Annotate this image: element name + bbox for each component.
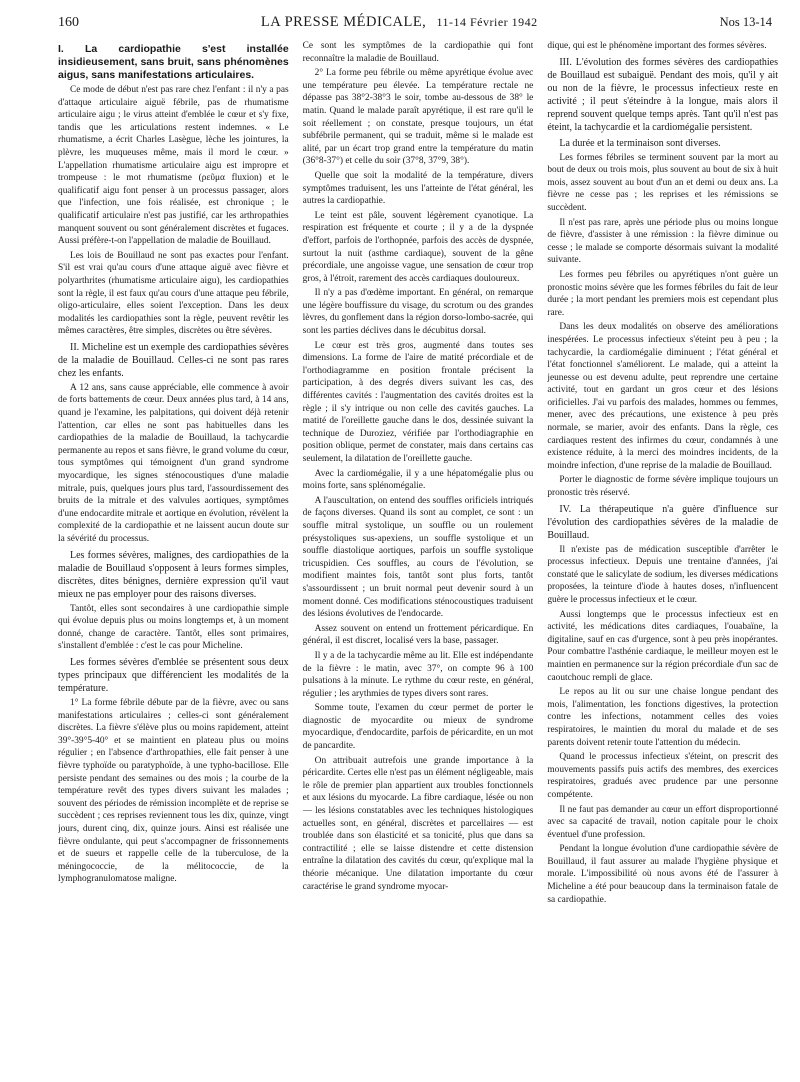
paragraph: Il n'y a pas d'œdème important. En général, on remarque une légère bouffissure du visage, du scrotum ou des grandes lèvres, du gonflement dans la région dorso-lombo-sacrée, qui sont les parties déclives dans le décubitus dorsal. — [302, 288, 534, 337]
paragraph: Ce sont les symptômes de la cardiopathie qui font reconnaître la maladie de Bouillaud. — [302, 41, 534, 64]
section-heading: Les formes sévères d'emblée se présentent sous deux types principaux que différencient les modalités de la température. — [58, 656, 289, 694]
paragraph: Les lois de Bouillaud ne sont pas exactes pour l'enfant. S'il est vrai qu'au cours d'une attaque aiguë avec fièvre et polyarthrites (rhumatisme articulaire aigu), les cardiopathies sont la règle, il est faux qu'au cours d'une attaque peu fébrile, oligo-articulaire, elles soient l'exception. Dans les deux modalités les cardiopathies sont la règle, peuvent revêtir les mêmes caractères, être simples, discrètes ou être sévères. — [58, 250, 289, 337]
page-number: 160 — [58, 15, 79, 30]
paragraph: Aussi longtemps que le processus infectieux est en activité, les médications dites cardiaques, l'ouabaïne, la digitaline, sauf en cas d'urgence, sont à peu près inopérantes. Pour combattre l'asthénie cardiaque, le meilleur moyen est le maintien en permanence sur la région précordiale d'un sac de caoutchouc rempli de glace. — [547, 609, 779, 683]
paragraph: Le repos au lit ou sur une chaise longue pendant des mois, l'alimentation, les fonctions digestives, la protection contre les infections, notamment celles des voies respiratoires, le maintien du moral du malade et de ses parents doivent retenir toute l'attention du médecin. — [547, 687, 779, 748]
paragraph: Quand le processus infectieux s'éteint, on prescrit des mouvements passifs puis actifs des membres, des exercices respiratoires, gradués avec prudence par une personne compétente. — [547, 752, 779, 800]
section-heading: II. Micheline est un exemple des cardiopathies sévères de la maladie de Bouillaud. Celles-ci ne sont pas rares chez les enfants. — [58, 341, 289, 379]
paragraph: 2° La forme peu fébrile ou même apyrétique évolue avec une température peu élevée. La température rectale ne dépasse pas 38°2-38°3 le soir, tombe au-dessous de 38° le matin. Quand le malade paraît apyrétique, il est rare qu'il le soit réellement ; on constate, presque toujours, un état subfébrile permanent, qui se traduit, même si le malade est alité, par un écart trop grand entre la température du matin (36°8-37°) et celle du soir (37°8, 37°9, 38°). — [302, 68, 534, 167]
column-left — [58, 40, 289, 1068]
paragraph: Tantôt, elles sont secondaires à une cardiopathie simple qui évolue depuis plus ou moins longtemps et, à un moment donné, change de caractère. Tantôt, elles sont primaires, s'installent d'emblée : c'est le cas pour Micheline. — [58, 603, 289, 652]
section-heading: IV. La thérapeutique n'a guère d'influence sur l'évolution des cardiopathies sévères de la maladie de Bouillaud. — [547, 503, 779, 541]
page-header — [58, 14, 772, 36]
paragraph: A 12 ans, sans cause appréciable, elle commence à avoir de forts battements de cœur. Deux années plus tard, à 14 ans, quand je l'examine, les palpitations, qui doivent déjà retenir l'attention, car elles ne sont pas habituelles dans les cardiopathies de la maladie de Bouillaud, la tachycardie permanente au repos et sans fièvre, le grand volume du cœur, tous symptômes qui témoignent d'un grand syndrome myocardique, les signes sténocoustiques d'une maladie mitrale, puis, quelques jours plus tard, l'assourdissement des bruits de la mitrale et des valvules aortiques, symptômes d'une endocardite mitrale et aortique en évolution, révèlent la complexité de la cardiopathie et ne laissent aucun doute sur la sévérité du processus. — [58, 382, 289, 544]
paragraph: Avec la cardiomégalie, il y a une hépatomégalie plus ou moins forte, sans splénomégalie. — [302, 468, 534, 492]
paragraph: On attribuait autrefois une grande importance à la péricardite. Certes elle n'est pas un élément négligeable, mais le rôle de premier plan appartient aux troubles fonctionnels et aux lésions du myocarde. La fibre cardiaque, lésée ou non — les lésions constatables avec les techniques histologiques actuelles sont, en général, discrètes et parcellaires — est troublée dans son élasticité et sa tonicité, plus que dans sa contractilité ; elle se laisse distendre et cette distension entraîne la dilatation des cavités du cœur, qu'explique mal la théorie mécanique. Une dilatation importante du cœur caractérise le grand syndrome myocar- — [302, 755, 534, 892]
paragraph: Il n'est pas rare, après une période plus ou moins longue de fièvre, d'assister à une rémission : la fièvre diminue ou cesse ; le malade se comporte désormais suivant la modalité suivante. — [547, 217, 779, 266]
issue-number: Nos 13-14 — [719, 15, 772, 29]
paragraph: Pendant la longue évolution d'une cardiopathie sévère de Bouillaud, il faut assurer au malade l'hygiène physique et morale. L'impossibilité où nous avons été de l'assurer à Micheline a été pour beaucoup dans la terminaison fatale de sa cardiopathie. — [547, 844, 779, 905]
paragraph: Les formes fébriles se terminent souvent par la mort au bout de deux ou trois mois, plus souvent au bout de six à huit mois, assez souvent au bout d'un an et demi ou deux ans. La fièvre ne cesse pas ; les reprises et les rémissions se succèdent. — [547, 152, 779, 213]
paragraph: 1° La forme fébrile débute par de la fièvre, avec ou sans manifestations articulaires ; celles-ci sont généralement discrètes. La fièvre s'élève plus ou moins rapidement, atteint 39°-39°5-40° et se maintient en plateau plus ou moins régulier ; en l'absence d'arthropathies, elle fait penser à une fièvre typhoïde ou paratyphoïde, à une typho-bacillose. Elle persiste pendant des semaines ou des mois ; la courbe de la température revêt des types divers suivant les malades ; souvent des périodes de rémission incomplète et de reprise se succèdent ; ces reprises reviennent tous les dix, quinze, vingt jours, durent cinq, dix, quinze jours. Ainsi est réalisée une fièvre ondulante, qui peut s'accompagner de frissonnements et de sueurs et rappelle celle de la tuberculose, de la méningococcie, de la mélitococcie, de la lymphogranulomatose maligne. — [58, 697, 289, 885]
section-heading: La durée et la terminaison sont diverses. — [559, 137, 721, 149]
paragraph: Il y a de la tachycardie même au lit. Elle est indépendante de la fièvre : le matin, avec 37°, on compte 96 à 100 pulsations à la minute. Le rythme du cœur reste, en général, régulier ; les arythmies de types divers sont rares. — [302, 650, 534, 699]
paragraph: A l'auscultation, on entend des souffles orificiels intriqués de façons diverses. Quand ils sont au complet, ce sont : un souffle mitral systolique, un souffle ou un roulement présystoliques sus-apexiens, un souffle systolique et un souffle diastolique aortiques, parfois un souffle systolique tricuspidien. Ces souffles, au cours de l'évolution, se modifient maintes fois, tantôt sont plus forts, tantôt s'assourdissent ; un bruit normal peut devenir sourd à un moment donné. Ces modifications sténocoustiques traduisent des lésions évolutives de l'endocarde. — [302, 495, 534, 620]
paragraph: Dans les deux modalités on observe des améliorations inespérées. Le processus infectieux s'éteint peu à peu ; la tachycardie, la cardiomégalie diminuent ; l'état général et l'état fonctionnel s'améliorent. Le malade, qui a atteint la jeunesse ou est devenu adulte, peut reprendre une certaine activité, tout en gardant un gros cœur et des lésions orificielles. J'ai vu parfois des malades, hommes ou femmes, mener, avec des précautions, une existence à peu près normale, se marier, avoir des enfants. Dans la règle, ces cardiaques restent des infirmes du cœur, condamnés à une existence réduite, à la merci des moindres incidents, de la moindre infection, d'une reprise de la maladie de Bouillaud. — [547, 322, 779, 471]
paragraph: Les formes peu fébriles ou apyrétiques n'ont guère un pronostic moins sévère que les formes fébriles du fait de leur durée ; la mort pendant les premiers mois est cependant plus rare. — [547, 269, 779, 318]
paragraph: Porter le diagnostic de forme sévère implique toujours un pronostic très réservé. — [547, 475, 779, 499]
section-heading: III. L'évolution des formes sévères des cardiopathies de Bouillaud est subaiguë. Pendant des mois, qu'il y ait ou non de la fièvre, le processus infectieux reste en activité ; il peut s'éteindre à la longue, mais alors il reprend souvent quelque temps après. Tant qu'il n'est pas éteint, la tachycardie et la cardiomégalie persistent. — [547, 56, 779, 133]
paragraph: Quelle que soit la modalité de la température, divers symptômes traduisent, les uns l'atteinte de l'état général, les autres la cardiopathie. — [302, 170, 534, 207]
paragraph: Somme toute, l'examen du cœur permet de porter le diagnostic de myocardite ou mieux de syndrome myocardique, d'endocardite, parfois de péricardite, en un mot de pancardite. — [302, 703, 534, 752]
section-heading: Les formes sévères, malignes, des cardiopathies de la maladie de Bouillaud s'opposent à leurs formes simples, discrètes, dites bénignes, dernière expression qu'il vaut mieux ne pas employer pour des raisons diverses. — [58, 549, 289, 600]
paragraph: Ce mode de début n'est pas rare chez l'enfant : il n'y a pas d'attaque articulaire aiguë fébrile, pas de rhumatisme articulaire aigu ; le virus atteint d'emblée le cœur et s'y fixe, tandis que les articulations restent indemnes. « Le rhumatisme, a écrit Charles Lasègue, lèche les jointures, la plèvre, les muqueuses même, mais il mord le cœur. » L'appellation rhumatisme articulaire aigu est impropre et trompeuse : le mot rhumatisme (ρεῦμα fluxion) et le qualificatif aigu font penser à un processus passager, alors que l'infection, une fois réalisée, est chronique ; le qualificatif articulaire n'est pas justifié, car les arthropathies manquent souvent ou sont généralement discrètes et fugaces. Aussi préfère-t-on l'appellation de maladie de Bouillaud. — [58, 85, 289, 247]
paragraph: Assez souvent on entend un frottement péricardique. En général, il est discret, localisé vers la base, passager. — [302, 623, 534, 647]
journal-title: LA PRESSE MÉDICALE, — [260, 14, 427, 30]
article-body — [58, 40, 778, 1068]
section-heading: I. La cardiopathie s'est installée insidieusement, sans bruit, sans phénomènes aigus, sans manifestations articulaires. — [58, 43, 289, 81]
journal-title-line — [261, 14, 538, 31]
column-right — [547, 40, 778, 1068]
issue-date: 11-14 Février 1942 — [436, 15, 538, 29]
paragraph: Le cœur est très gros, augmenté dans toutes ses dimensions. La forme de l'aire de matité précordiale et de l'orthodiagramme en position frontale précisent la participation, à des degrés divers suivant les cas, des différentes cavités : l'augmentation des cavités droites est la règle ; il s'y intrique ou non celle des cavités gauches. La matité de l'oreillette gauche dans le dos, dessinée suivant la technique de Duroziez, vérifiée par l'orthodiagraphie en position oblique, permet de constater, mais dans certains cas seulement, la dilatation de l'oreillette gauche. — [302, 340, 534, 464]
column-middle — [303, 40, 534, 1068]
paragraph: dique, qui est le phénomène important des formes sévères. — [547, 41, 767, 51]
paragraph: Le teint est pâle, souvent légèrement cyanotique. La respiration est fréquente et courte ; il y a de la dyspnée d'effort, parfois de l'orthopnée, parfois des accès de dyspnée, surtout la nuit (asthme cardiaque), souvent de la gêne précordiale, une angoisse vague, une sensation de cœur trop gros, à l'étroit, rarement des accès cardiaques douloureux. — [302, 210, 534, 284]
paragraph: Il n'existe pas de médication susceptible d'arrêter le processus infectieux. Depuis une trentaine d'années, j'ai constaté que le salicylate de sodium, les diverses médications proposées, la teinture d'iode à hautes doses, n'influencent guère le processus infectieux et le cœur. — [547, 544, 779, 605]
paragraph: Il ne faut pas demander au cœur un effort disproportionné avec sa capacité de travail, notion capitale pour le choix éventuel d'une profession. — [547, 804, 779, 840]
